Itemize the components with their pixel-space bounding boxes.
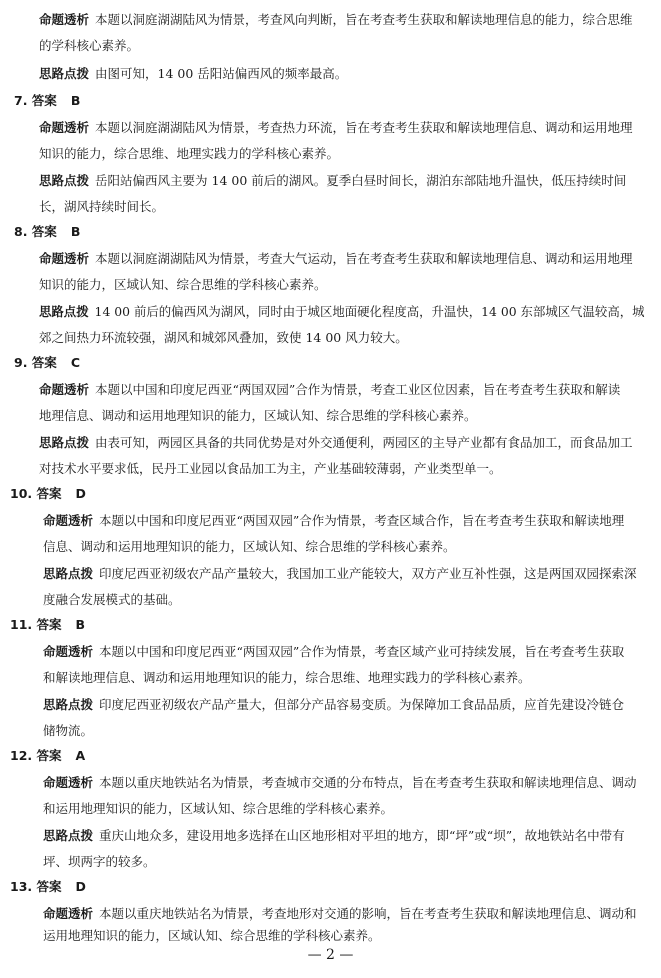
q8-hint-line-1: 思路点拨 14 00 前后的偏西风为湖风，同时由于城区地面硬化程度高，升温快，14 00 东部城区气温较高，城 bbox=[39, 304, 645, 319]
q6-analysis-line-2: 的学科核心素养。 bbox=[39, 38, 140, 53]
q10-answer: 10. 答案 D bbox=[10, 486, 86, 501]
q9-answer: 9. 答案 C bbox=[14, 355, 80, 370]
q10-analysis-line-2: 信息、调动和运用地理知识的能力，区域认知、综合思维的学科核心素养。 bbox=[43, 539, 456, 554]
q8-answer: 8. 答案 B bbox=[14, 224, 81, 239]
hint-label: 思路点拨 bbox=[39, 66, 90, 81]
q8-analysis-line-2: 知识的能力，区域认知、综合思维的学科核心素养。 bbox=[39, 277, 327, 292]
q9-analysis-line-1: 命题透析 本题以中国和印度尼西亚“两国双园”合作为情景，考查工业区位因素，旨在考查考生获取和解读 bbox=[39, 382, 621, 397]
q11-hint-line-1: 思路点拨 印度尼西亚初级农产品产量大，但部分产品容易变质。为保障加工食品品质，应首先建设冷链仓 bbox=[43, 697, 625, 712]
q7-analysis-line-2: 知识的能力，综合思维、地理实践力的学科核心素养。 bbox=[39, 146, 340, 161]
q11-answer: 11. 答案 B bbox=[10, 617, 86, 632]
q12-answer: 12. 答案 A bbox=[10, 748, 86, 763]
q7-answer: 7. 答案 B bbox=[14, 93, 81, 108]
q10-analysis-line-1: 命题透析 本题以中国和印度尼西亚“两国双园”合作为情景，考查区域合作，旨在考查考生获取和解读地理 bbox=[43, 513, 625, 528]
q6-hint-line-1: 思路点拨 由图可知，14 00 岳阳站偏西风的频率最高。 bbox=[39, 66, 348, 81]
q13-analysis-line-1: 命题透析 本题以重庆地铁站名为情景，考查地形对交通的影响，旨在考查考生获取和解读地理信息、调动和 bbox=[43, 906, 637, 921]
q9-analysis-line-2: 地理信息、调动和运用地理知识的能力，区域认知、综合思维的学科核心素养。 bbox=[39, 408, 477, 423]
q7-hint-line-2: 长，湖风持续时间长。 bbox=[39, 199, 165, 214]
page-number: — 2 — bbox=[307, 947, 354, 963]
q12-analysis-line-1: 命题透析 本题以重庆地铁站名为情景，考查城市交通的分布特点，旨在考查考生获取和解读地理信息、调动 bbox=[43, 775, 637, 790]
q10-hint-line-2: 度融合发展模式的基础。 bbox=[43, 592, 181, 607]
q13-analysis-line-2: 运用地理知识的能力，区域认知、综合思维的学科核心素养。 bbox=[43, 928, 381, 943]
q11-analysis-line-1: 命题透析 本题以中国和印度尼西亚“两国双园”合作为情景，考查区域产业可持续发展，旨在考查考生获取 bbox=[43, 644, 625, 659]
q7-hint-line-1: 思路点拨 岳阳站偏西风主要为 14 00 前后的湖风。夏季白昼时间长，湖泊东部陆地升温快，低压持续时间 bbox=[39, 173, 627, 188]
q13-answer: 13. 答案 D bbox=[10, 879, 86, 894]
q9-hint-line-2: 对技术水平要求低，民丹工业园以食品加工为主，产业基础较薄弱，产业类型单一。 bbox=[39, 461, 502, 476]
q12-hint-line-1: 思路点拨 重庆山地众多，建设用地多选择在山区地形相对平坦的地方，即“坪”或“坝”，故地铁站名中带有 bbox=[43, 828, 625, 843]
q8-hint-line-2: 郊之间热力环流较强，湖风和城郊风叠加，致使 14 00 风力较大。 bbox=[39, 330, 408, 345]
q8-analysis-line-1: 命题透析 本题以洞庭湖湖陆风为情景，考查大气运动，旨在考查考生获取和解读地理信息、调动和运用地理 bbox=[39, 251, 633, 266]
q7-analysis-line-1: 命题透析 本题以洞庭湖湖陆风为情景，考查热力环流，旨在考查考生获取和解读地理信息、调动和运用地理 bbox=[39, 120, 633, 135]
q11-hint-line-2: 储物流。 bbox=[43, 723, 94, 738]
q12-analysis-line-2: 和运用地理知识的能力，区域认知、综合思维的学科核心素养。 bbox=[43, 801, 394, 816]
q6-analysis-line-1: 命题透析 本题以洞庭湖湖陆风为情景，考查风向判断，旨在考查考生获取和解读地理信息的能力，综合思维 bbox=[39, 12, 633, 27]
analysis-label: 命题透析 bbox=[39, 12, 90, 27]
q9-hint-line-1: 思路点拨 由表可知，两园区具备的共同优势是对外交通便利，两园区的主导产业都有食品加工，而食品加工 bbox=[39, 435, 633, 450]
q11-analysis-line-2: 和解读地理信息、调动和运用地理知识的能力，综合思维、地理实践力的学科核心素养。 bbox=[43, 670, 531, 685]
q12-hint-line-2: 坪、坝两字的较多。 bbox=[43, 854, 156, 869]
q10-hint-line-1: 思路点拨 印度尼西亚初级农产品产量较大，我国加工业产能较大，双方产业互补性强，这是两国双园探索深 bbox=[43, 566, 637, 581]
